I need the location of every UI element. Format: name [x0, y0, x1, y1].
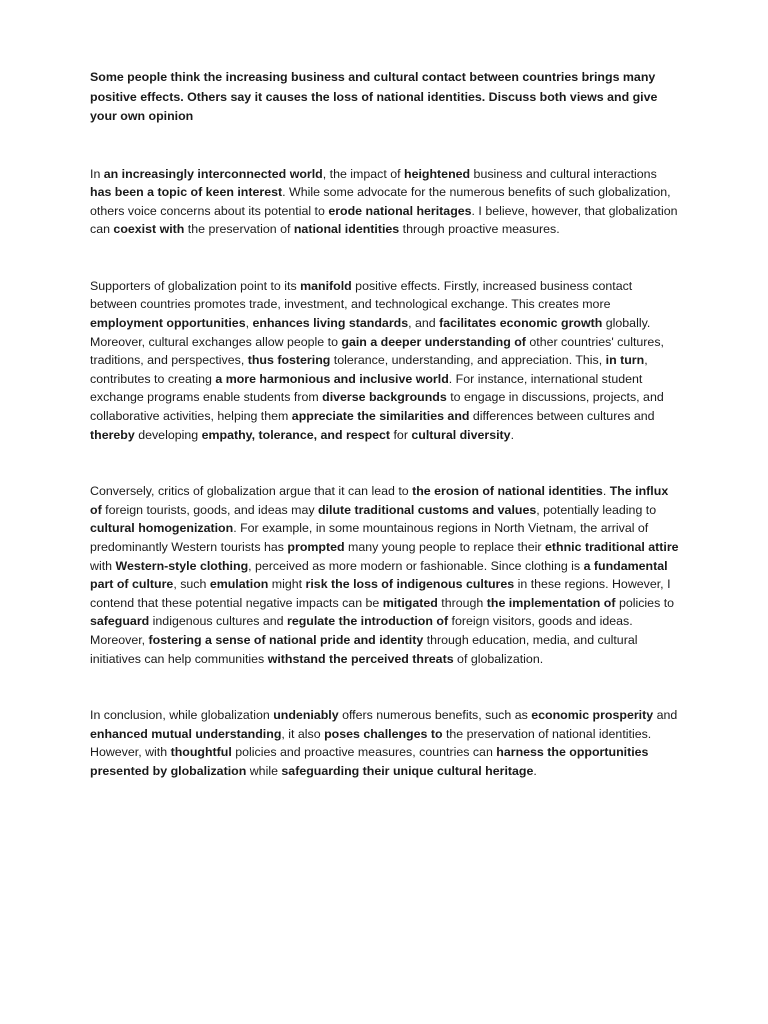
- bold-phrase: an increasingly interconnected world: [103, 166, 323, 181]
- bold-phrase: fostering a sense of national pride and identity: [148, 632, 424, 647]
- text-run: and: [653, 708, 678, 723]
- text-run: Supporters of globalization point to its: [90, 278, 301, 293]
- text-run: in these regions. However, I contend that these potential negative impacts can be: [90, 577, 671, 610]
- bold-phrase: coexist with: [113, 222, 185, 237]
- text-run: Conversely, critics of globalization argue that it can lead to: [90, 484, 413, 499]
- text-run: business and cultural interactions: [470, 166, 657, 181]
- bold-phrase: national identities: [293, 222, 400, 237]
- paragraph-negative-effects: [90, 482, 680, 668]
- bold-phrase: appreciate the similarities and: [291, 409, 470, 424]
- bold-phrase: erode national heritages: [328, 203, 472, 218]
- bold-phrase: the implementation of: [486, 595, 616, 610]
- text-run: .: [533, 763, 537, 778]
- text-run: , perceived as more modern or fashionable. Since clothing is: [248, 558, 584, 573]
- bold-phrase: in turn: [605, 353, 645, 368]
- text-run: positive effects. Firstly, increased business contact between countries promotes trade, investment, and technological exchange. This creates more: [90, 278, 633, 312]
- bold-phrase: harness the opportunities presented by globalization: [90, 745, 649, 778]
- bold-phrase: withstand the perceived threats: [267, 651, 454, 666]
- bold-phrase: gain a deeper understanding of: [341, 334, 526, 349]
- text-run: .: [602, 484, 610, 499]
- bold-phrase: a fundamental part of culture: [90, 558, 668, 592]
- bold-phrase: cultural homogenization: [90, 521, 234, 536]
- paragraph-positive-effects: [90, 277, 680, 444]
- text-run: . While some advocate for the numerous benefits of such globalization, others voice concerns about its potential to: [90, 185, 671, 218]
- bold-phrase: poses challenges to: [324, 726, 443, 741]
- text-run: , and: [408, 316, 440, 331]
- text-run: ,: [245, 316, 253, 331]
- bold-phrase: risk the loss of indigenous cultures: [305, 577, 515, 592]
- text-run: , such: [173, 577, 210, 592]
- text-run: globally. Moreover, cultural exchanges allow people to: [90, 316, 651, 349]
- bold-phrase: regulate the introduction of: [287, 614, 449, 629]
- text-run: through: [437, 595, 487, 610]
- bold-phrase: dilute traditional customs and values: [317, 502, 537, 517]
- bold-phrase: Western-style clothing: [115, 558, 249, 573]
- text-run: . For instance, international student exchange programs enable students from: [90, 371, 643, 405]
- text-run: might: [268, 577, 306, 592]
- text-run: through proactive measures.: [399, 222, 560, 237]
- bold-phrase: thereby: [90, 427, 135, 442]
- bold-phrase: enhanced mutual understanding: [90, 726, 282, 741]
- text-run: .: [510, 427, 515, 442]
- bold-phrase: a more harmonious and inclusive world: [215, 371, 449, 386]
- text-run: In conclusion, while globalization: [90, 708, 274, 723]
- text-run: other countries' cultures, traditions, and perspectives,: [90, 334, 664, 368]
- text-run: the preservation of: [184, 222, 294, 237]
- bold-phrase: thus fostering: [247, 353, 331, 368]
- bold-phrase: the erosion of national identities: [412, 484, 603, 499]
- text-run: with: [90, 558, 116, 573]
- paragraph-conclusion: [90, 706, 680, 780]
- paragraph-introduction: [90, 165, 680, 239]
- text-run: for: [390, 427, 412, 442]
- essay-prompt: Some people think the increasing business and cultural contact between countries brings many positive effects. Others say it causes the loss of national identities. Discuss both views and give your own opinion: [90, 70, 658, 123]
- bold-phrase: The influx of: [90, 484, 669, 517]
- bold-phrase: economic prosperity: [531, 708, 654, 723]
- bold-phrase: heightened: [404, 166, 471, 181]
- bold-phrase: empathy, tolerance, and respect: [201, 427, 391, 442]
- bold-phrase: mitigated: [382, 595, 438, 610]
- text-run: . For example, in some mountainous regions in North Vietnam, the arrival of predominantly Western tourists has: [90, 521, 649, 554]
- text-run: foreign visitors, goods and ideas. Moreover,: [90, 614, 633, 647]
- text-run: the preservation of national identities. However, with: [90, 726, 652, 760]
- bold-phrase: manifold: [300, 278, 352, 293]
- bold-phrase: thoughtful: [170, 745, 232, 760]
- text-run: through education, media, and cultural initiatives can help communities: [90, 632, 638, 666]
- bold-phrase: prompted: [287, 540, 345, 554]
- bold-phrase: safeguarding their unique cultural heritage: [281, 763, 534, 778]
- text-run: differences between cultures and: [469, 409, 655, 424]
- bold-phrase: undeniably: [273, 708, 339, 723]
- text-run: . I believe, however, that globalization can: [90, 203, 678, 237]
- bold-phrase: facilitates economic growth: [439, 316, 603, 331]
- bold-phrase: has been a topic of keen interest: [90, 185, 283, 200]
- text-run: developing: [134, 427, 202, 442]
- essay-body: [90, 68, 680, 819]
- text-run: to engage in discussions, projects, and collaborative activities, helping them: [90, 390, 664, 424]
- text-run: policies to: [615, 595, 675, 610]
- text-run: , the impact of: [322, 166, 405, 181]
- text-run: foreign tourists, goods, and ideas may: [101, 502, 318, 517]
- text-run: , potentially leading to: [536, 502, 657, 517]
- text-run: of globalization.: [453, 651, 544, 666]
- text-run: , contributes to creating: [90, 353, 648, 386]
- text-run: tolerance, understanding, and appreciation. This,: [330, 353, 606, 368]
- text-run: offers numerous benefits, such as: [338, 708, 532, 723]
- text-run: indigenous cultures and: [149, 614, 287, 629]
- bold-phrase: ethnic traditional attire: [545, 540, 679, 554]
- text-run: In: [90, 166, 104, 181]
- bold-phrase: emulation: [209, 577, 269, 592]
- text-run: while: [246, 763, 282, 778]
- bold-phrase: safeguard: [90, 614, 150, 629]
- text-run: many young people to replace their: [344, 540, 546, 554]
- bold-phrase: cultural diversity: [411, 427, 511, 442]
- text-run: policies and proactive measures, countries can: [231, 745, 497, 760]
- bold-phrase: diverse backgrounds: [322, 390, 447, 405]
- text-run: , it also: [281, 726, 325, 741]
- bold-phrase: enhances living standards: [252, 316, 409, 331]
- bold-phrase: employment opportunities: [90, 316, 246, 331]
